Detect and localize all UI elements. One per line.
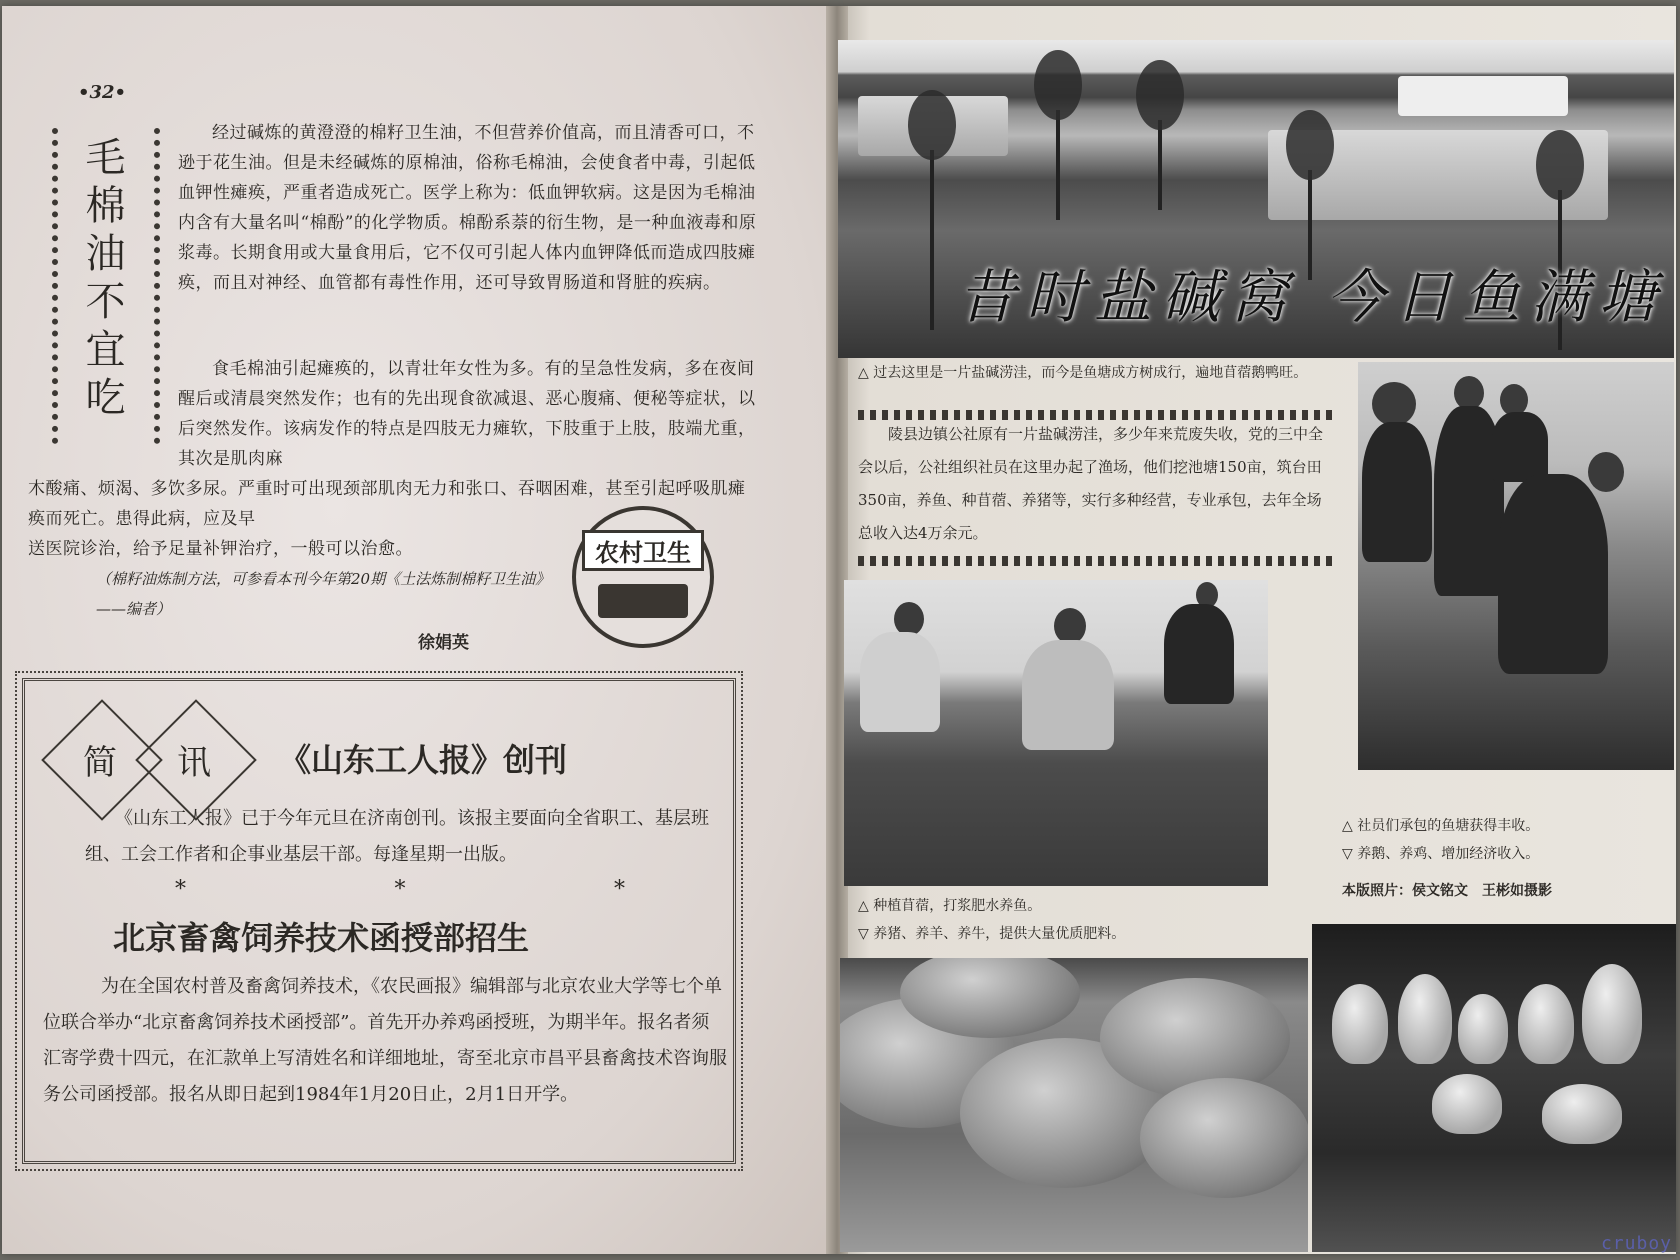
photo-credit: 本版照片：侯文铭文 王彬如摄影 bbox=[1342, 883, 1552, 899]
news-headline-1: 《山东工人报》创刊 bbox=[279, 741, 568, 779]
goose-shape bbox=[1458, 994, 1508, 1064]
goose-shape bbox=[1332, 984, 1388, 1064]
tree-shape bbox=[930, 150, 934, 330]
article-author: 徐娟英 bbox=[418, 633, 469, 653]
article-paragraph-1: 经过碱炼的黄澄澄的棉籽卫生油，不但营养价值高，而且清香可口，不逊于花生油。但是未经碱炼的原棉油，俗称毛棉油，会使食者中毒，引起低血钾性瘫痪，严重者造成死亡。医学上称为：低血钾软病。这是因为毛棉油内含有大量名叫“棉酚”的化学物质。棉酚系萘的衍生物，是一种血液毒和原浆毒。长期食用或大量食用后，它不仅可引起人体内血钾降低而造成四肢瘫痪，而且对神经、血管都有毒性作用，还可导致胃肠道和肾脏的疾病。 bbox=[178, 123, 757, 293]
goose-shape bbox=[1432, 1074, 1502, 1134]
photo-alfalfa-field bbox=[844, 580, 1268, 886]
article-body-right: 陵县边镇公社原有一片盐碱涝洼，多少年来荒废失收，党的三中全会以后，公社组织社员在这里办起了渔场，他们挖池塘150亩，筑台田350亩，养鱼、种苜蓿、养猪等，实行多种经营，专业承包，去年全场总收入达4万余元。 bbox=[858, 425, 1324, 542]
news-separator bbox=[175, 877, 625, 902]
caption-alfalfa: △ 种植苜蓿，打浆肥水养鱼。 bbox=[858, 898, 1042, 914]
separator-star: * bbox=[394, 877, 406, 902]
article-paragraph-3: 木酸痛、烦渴、多饮多尿。严重时可出现颈部肌肉无力和张口、吞咽困难，甚至引起呼吸肌瘫痪而死亡。患得此病，应及早 bbox=[28, 479, 746, 529]
goose-shape bbox=[1518, 984, 1574, 1064]
pond-shape bbox=[1398, 76, 1568, 116]
goose-shape bbox=[1582, 964, 1642, 1064]
goose-shape bbox=[1398, 974, 1452, 1064]
person-head bbox=[1054, 608, 1086, 644]
person-head bbox=[1588, 452, 1624, 492]
news-headline-2: 北京畜禽饲养技术函授部招生 bbox=[113, 919, 530, 957]
news-body-2: 为在全国农村普及畜禽饲养技术，《农民画报》编辑部与北京农业大学等七个单位联合举办“北京畜禽饲养技术函授部”。首先开办养鸡函授班，为期半年。报名者须汇寄学费十四元，在汇款单上写清姓名和详细地址，寄至北京市昌平县畜禽技术咨询服务公司函授部。报名从即日起到1984年1月20日止，2月1日开学。 bbox=[43, 976, 727, 1105]
caption-geese: ▽ 养鹅、养鸡、增加经济收入。 bbox=[1342, 846, 1540, 862]
pig-shape bbox=[1100, 978, 1290, 1098]
pig-shape bbox=[1140, 1078, 1308, 1198]
photo-title: 昔时盐碱窝 今日鱼满塘 bbox=[958, 263, 1667, 331]
person-shape bbox=[1498, 474, 1608, 674]
tree-shape bbox=[1056, 110, 1060, 220]
tree-shape bbox=[1158, 120, 1162, 210]
person-shape bbox=[1022, 640, 1114, 750]
stamp-house-icon bbox=[598, 584, 688, 618]
news-tag-char-1: 简 bbox=[83, 743, 117, 783]
photo-geese bbox=[1312, 924, 1676, 1252]
article-paragraph-2: 食毛棉油引起瘫痪的，以青壮年女性为多。有的呈急性发病，多在夜间醒后或清晨突然发作；也有的先出现食欲减退、恶心腹痛、便秘等症状，以后突然发作。该病发作的特点是四肢无力瘫软，下肢重于上肢，肢端尤重，其次是肌肉麻 bbox=[178, 359, 756, 469]
news-tag-char-2: 讯 bbox=[177, 743, 211, 783]
person-head bbox=[894, 602, 924, 636]
caption-fishponds: △ 过去这里是一片盐碱涝洼，而今是鱼塘成方树成行，遍地苜蓿鹅鸭旺。 bbox=[858, 365, 1308, 381]
person-shape bbox=[1492, 412, 1548, 482]
caption-pigs: ▽ 养猪、养羊、养牛，提供大量优质肥料。 bbox=[858, 926, 1126, 942]
news-box bbox=[22, 678, 736, 1164]
caption-fish-harvest: △ 社员们承包的鱼塘获得丰收。 bbox=[1342, 818, 1540, 834]
goose-shape bbox=[1542, 1084, 1622, 1144]
column-stamp-label: 农村卫生 bbox=[582, 530, 704, 571]
column-stamp-logo bbox=[572, 506, 714, 648]
person-head bbox=[1454, 376, 1484, 410]
article-title: 毛棉油不宜吃 bbox=[79, 136, 125, 424]
photo-pigs bbox=[840, 958, 1308, 1252]
person-shape bbox=[1164, 604, 1234, 704]
person-shape bbox=[1362, 422, 1432, 562]
news-body-1: 《山东工人报》已于今年元旦在济南创刊。该报主要面向全省职工、基层班组、工会工作者和企事业基层干部。每逢星期一出版。 bbox=[85, 808, 709, 865]
person-head bbox=[1372, 382, 1416, 426]
separator-star: * bbox=[175, 877, 186, 902]
photo-fishponds bbox=[838, 40, 1674, 358]
article-paragraph-4: 送医院诊治，给予足量补钾治疗，一般可以治愈。 bbox=[28, 539, 413, 559]
captions-left bbox=[858, 892, 1278, 948]
watermark: cruboy bbox=[1600, 1233, 1672, 1254]
photo-fish-harvest bbox=[1358, 362, 1674, 770]
editor-note: （棉籽油炼制方法，可参看本刊今年第20期《土法炼制棉籽卫生油》——编者） bbox=[96, 570, 551, 618]
ornament-divider bbox=[858, 556, 1338, 566]
person-shape bbox=[860, 632, 940, 732]
captions-right bbox=[1342, 812, 1672, 868]
page-number: •32• bbox=[78, 82, 127, 103]
separator-star: * bbox=[614, 877, 625, 902]
